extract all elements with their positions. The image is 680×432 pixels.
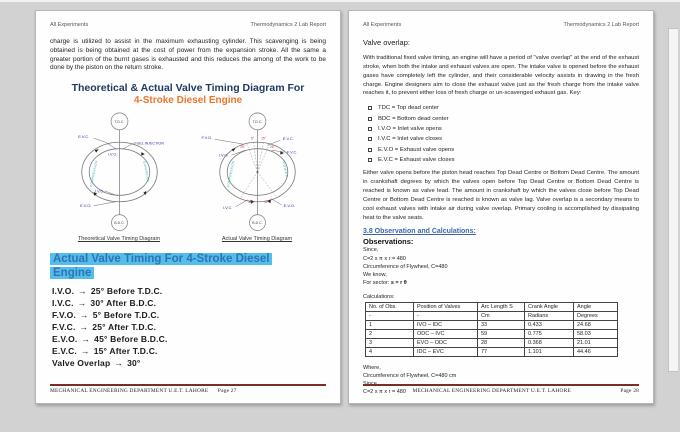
table-row (366, 320, 618, 329)
power-arc-label: POWER (281, 161, 289, 179)
circumference-value: Circumference of Flywheel, C=480 (363, 263, 448, 270)
cell: 3 (366, 338, 414, 347)
unit-cell: - (414, 311, 478, 320)
header-right: Thermodynamics 2 Lab Report (250, 22, 326, 28)
timing-list-item: Valve Overlap → 30° (52, 358, 141, 369)
unit-cell: Degrees (574, 311, 618, 320)
col-header: Crank Angle (525, 302, 574, 311)
angle-45: 45° (264, 199, 269, 204)
col-header: Angle (574, 302, 618, 311)
observation-calculations-heading: 3.8 Observation and Calculations: (363, 228, 476, 236)
angle-15: 15° (261, 136, 266, 141)
page-number: Page 28 (620, 388, 639, 394)
cell: 1 (366, 320, 414, 329)
timing-list-item: E.V.O. → 45° Before B.D.C. (52, 334, 168, 345)
cell: 77 (478, 347, 525, 356)
circumference-formula: C=2 x π x r = 480 (363, 389, 406, 396)
cell: IDC – EVC (414, 347, 478, 356)
valve-overlap-paragraph: With traditional fixed valve timing, an engine will have a period of "valve overlap" at the end of the exhaust stroke, when both the intake and exhaust valves are open. The intake valve is opened before the exhaust gases have completely left the cylinder, and their considerable velocity assists in drawing in the fresh charge. Engine designers aim to close the exhaust valve just as the fresh charge from the intake valve reaches it, to prevent either loss of fresh charge or un-scavenged exhaust gas. Key: (363, 55, 639, 97)
we-know-line: We know, (363, 272, 387, 279)
compression-arc-label: COMPRESSION (225, 160, 236, 188)
table-row (366, 347, 618, 356)
fvo-label: F.V.O. (201, 135, 213, 141)
fuel-injection-label: FUEL INJECTION (134, 141, 164, 146)
compression-arc-label: COMPRESSION (88, 160, 99, 188)
circumference-formula: C=2 x π x r = 480 (363, 255, 406, 262)
cell: EVO – ODC (414, 338, 478, 347)
cell: 24.68 (574, 320, 618, 329)
unit-cell: Cm (478, 311, 525, 320)
valve-lead-lag-paragraph: Either valve opens before the piston head reaches Top Dead Centre or Bottom Dead Centre. The amount in crankshaft degrees by which the valves open before Top Dead Centre or Bottom Dead Centre is reached is known as valve lead. The amount in crankshaft by which the valves close before Top Dead Centre or Bottom Dead Centre is reached is known as valve lag. Valve overlap is a secondary means to cool exhaust valves with intake air during valve overlap. Primary cooling is accomplished by dissipating heat to the valve seats. (363, 170, 639, 221)
tdc-label: T.D.C. (252, 120, 263, 125)
square-bullet-icon (368, 106, 372, 110)
arrow-glyph: → (77, 297, 87, 308)
cell: 44.46 (574, 347, 618, 356)
expansion-arc-label: EXPANSION (142, 161, 151, 183)
key-item: BDC = Bottom dead center (368, 114, 639, 124)
actual-valve-timing-diagram (188, 108, 326, 236)
angle-30: 30° (248, 199, 253, 204)
square-bullet-icon (368, 137, 372, 141)
arrow-glyph: → (80, 309, 89, 320)
table-row (366, 329, 618, 338)
cell: 0.775 (525, 329, 574, 338)
evo-label: E.V.O. (80, 203, 92, 209)
highlighted-heading: Actual Valve Timing For 4-Stroke Diesel Engine (50, 252, 300, 281)
page-footer (363, 384, 639, 394)
valve-overlap-heading: Valve overlap: (363, 38, 410, 47)
bdc-label: B.D.C. (252, 221, 263, 226)
ivc-label: I.V.C. (222, 205, 233, 211)
arrow-glyph: → (80, 346, 90, 357)
timing-list-item: I.V.C. → 30° After B.D.C. (52, 297, 157, 308)
timing-list-item: F.V.C. → 25° After T.D.C. (52, 322, 157, 332)
arrow-glyph: → (79, 322, 89, 332)
page-header (50, 22, 326, 28)
page-number: Page 27 (217, 388, 237, 394)
unit-cell: - (366, 311, 414, 320)
cell: 59 (478, 329, 525, 338)
square-bullet-icon (368, 127, 372, 131)
calculations-table (365, 302, 618, 357)
cell: IVO – IDC (414, 320, 478, 329)
valve-timing-list (50, 285, 326, 369)
square-bullet-icon (368, 158, 372, 162)
header-left: All Experiments (50, 22, 89, 28)
unit-cell: Radians (525, 311, 574, 320)
cell: 2 (366, 329, 414, 338)
arrow-glyph: → (78, 285, 87, 296)
theoretical-valve-timing-diagram (50, 108, 188, 236)
sector-formula-line: For sector: s = r θ (363, 280, 407, 287)
document-page-28 (348, 10, 654, 404)
angle-25-right: 25° (269, 145, 275, 150)
since-line: Since, (363, 381, 379, 388)
next-page-edge (668, 28, 678, 372)
diagram-title-line2: 4-Stroke Diesel Engine (133, 95, 243, 107)
cell: 21.01 (574, 338, 618, 347)
cell: 0.368 (525, 338, 574, 347)
page-header (363, 22, 639, 28)
cell: 28 (478, 338, 525, 347)
cell: 1.101 (525, 347, 574, 356)
cell: 33 (478, 320, 525, 329)
key-item: E.V.C = Exhaust valve closes (368, 155, 639, 165)
ivo-label: I.V.O. (218, 152, 229, 158)
fvc-label: F.V.C. (287, 149, 298, 155)
key-item: TDC = Top dead center (368, 103, 639, 113)
bdc-label: B.D.C. (114, 221, 125, 226)
calculations-label: Calculations: (363, 293, 395, 300)
arrow-glyph: → (114, 358, 124, 369)
col-header: Position of Valves (414, 302, 478, 311)
cell: ODC – IVC (414, 329, 478, 338)
timing-list-item: E.V.C. → 15° After T.D.C. (52, 346, 158, 357)
document-page-27 (35, 10, 341, 404)
diagram-title-line1: Theoretical & Actual Valve Timing Diagram For (71, 82, 305, 95)
cell: 0.433 (525, 320, 574, 329)
col-header: Arc Length S (478, 302, 525, 311)
table-header-row (366, 302, 618, 311)
circumference-line: Circumference of Flywheel, C=480 cm (363, 372, 457, 379)
square-bullet-icon (368, 117, 372, 121)
header-left: All Experiments (363, 22, 402, 28)
key-item: I.V.O = Inlet valve opens (368, 124, 639, 134)
footer-text: MECHANICAL ENGINEERING DEPARTMENT U.E.T. LAHORE (412, 388, 571, 394)
body-paragraph: charge is utilized to assist in the maximum exhausting cylinder. This scavenging is being obtained is being obtained at the cost of power from the expansion stroke. All the same a greater portion of the burnt gases is exhausted and this reduces the among of the work to be done by the piston on the return stroke. (50, 38, 326, 72)
angle-25-left: 25° (240, 145, 245, 150)
angle-5: 5° (251, 136, 255, 141)
tdc-label: T.D.C. (114, 120, 125, 125)
timing-list-item: I.V.O. → 25° Before T.D.C. (52, 285, 163, 296)
evc-label: E.V.C. (78, 134, 90, 140)
col-header: No. of Obs. (366, 302, 414, 311)
timing-list-item: F.V.O. → 5° Before T.D.C. (52, 309, 160, 320)
square-bullet-icon (368, 148, 372, 152)
evo-label: E.V.O. (283, 203, 295, 209)
key-list (363, 103, 639, 165)
where-label: Where, (363, 364, 381, 371)
ivo-label: I.V.O. (107, 151, 118, 157)
cell: 58.03 (574, 329, 618, 338)
ivc-label: I.V.C. (94, 188, 105, 194)
arrow-glyph: → (81, 334, 91, 345)
page-footer (50, 384, 326, 394)
table-units-row (366, 311, 618, 320)
evc-label: E.V.C. (282, 136, 294, 142)
table-row (366, 338, 618, 347)
observations-label: Observations: (363, 237, 414, 247)
key-item: E.V.O = Exhaust valve opens (368, 145, 639, 155)
footer-text: MECHANICAL ENGINEERING DEPARTMENT U.E.T. LAHORE (50, 388, 209, 394)
diagram-captions (50, 236, 326, 242)
theoretical-diagram-caption: Theoretical Valve Timing Diagram (77, 236, 161, 243)
since-line: Since, (363, 247, 379, 254)
key-item: I.V.C = Inlet valve closes (368, 134, 639, 144)
actual-diagram-caption: Actual Valve Timing Diagram (221, 236, 293, 243)
header-right: Thermodynamics 2 Lab Report (563, 22, 639, 28)
cell: 4 (366, 347, 414, 356)
valve-timing-diagrams (50, 108, 326, 236)
